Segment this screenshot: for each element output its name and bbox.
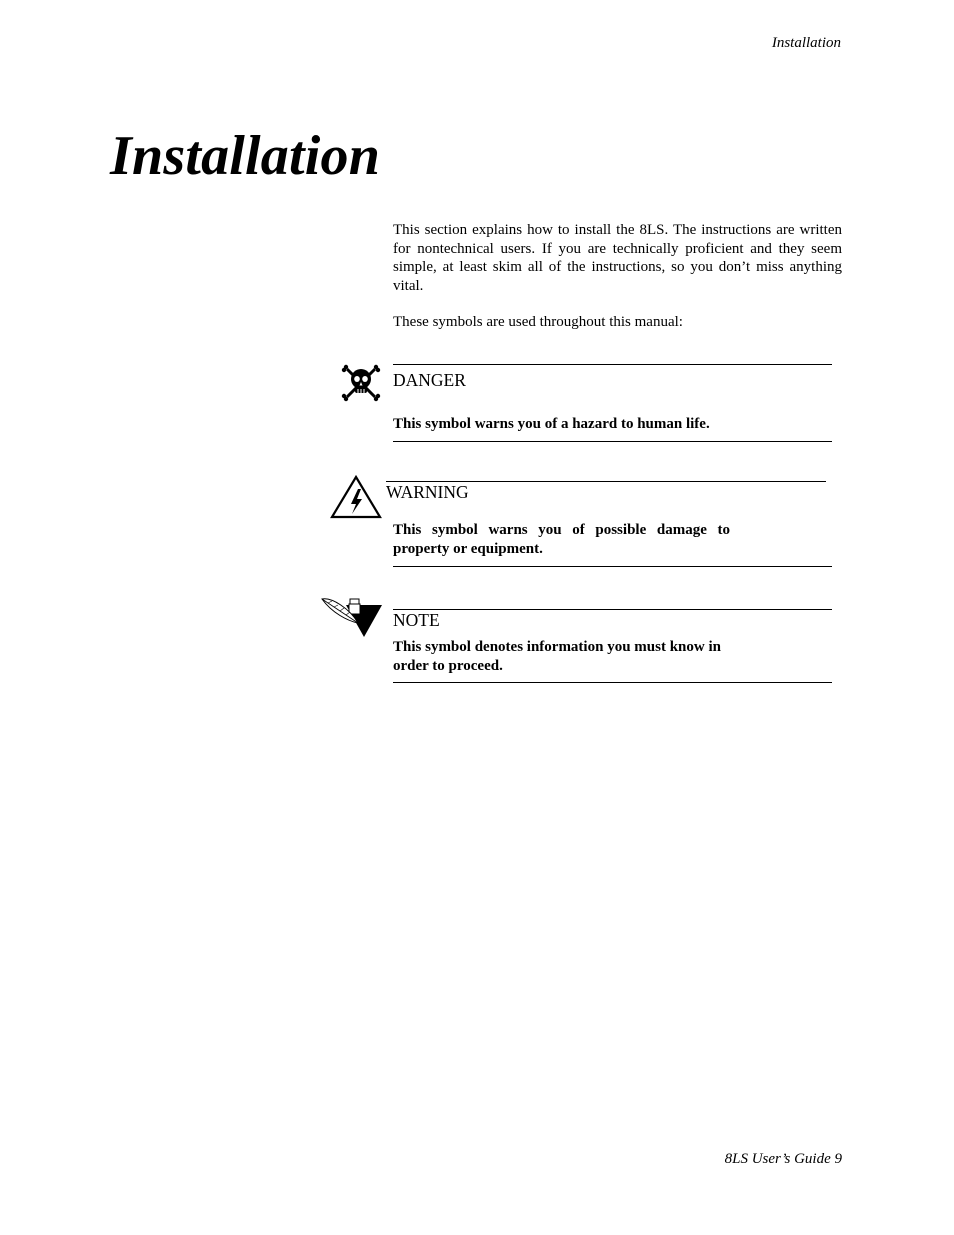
note-text: This symbol denotes information you must know in order to proceed. xyxy=(393,639,721,674)
running-header: Installation xyxy=(771,35,841,51)
danger-title: DANGER xyxy=(393,370,466,390)
lightning-triangle-icon xyxy=(330,475,382,519)
note-title: NOTE xyxy=(393,610,440,630)
danger-text: This symbol warns you of a hazard to human life. xyxy=(393,416,710,432)
warning-title: WARNING xyxy=(386,482,469,502)
danger-top-rule xyxy=(393,364,832,365)
note-bottom-rule xyxy=(393,682,832,683)
quill-pen-icon xyxy=(320,595,384,639)
page-footer: 8LS User’s Guide 9 xyxy=(724,1151,842,1167)
note-top-rule xyxy=(393,609,832,610)
symbols-lead-text: These symbols are used throughout this manual: xyxy=(393,314,683,330)
warning-bottom-rule xyxy=(393,566,832,567)
danger-bottom-rule xyxy=(393,441,832,442)
skull-and-crossbones-icon xyxy=(340,362,382,404)
warning-text: This symbol warns you of possible damage to property or equipment. xyxy=(393,522,730,557)
intro-paragraph: This section explains how to install the 8LS. The instructions are written for nontechnical users. If you are technically proficient and they seem simple, at least skim all of the instructions, so you don’t miss anything vital. xyxy=(393,222,842,294)
page-title: Installation xyxy=(110,125,381,187)
